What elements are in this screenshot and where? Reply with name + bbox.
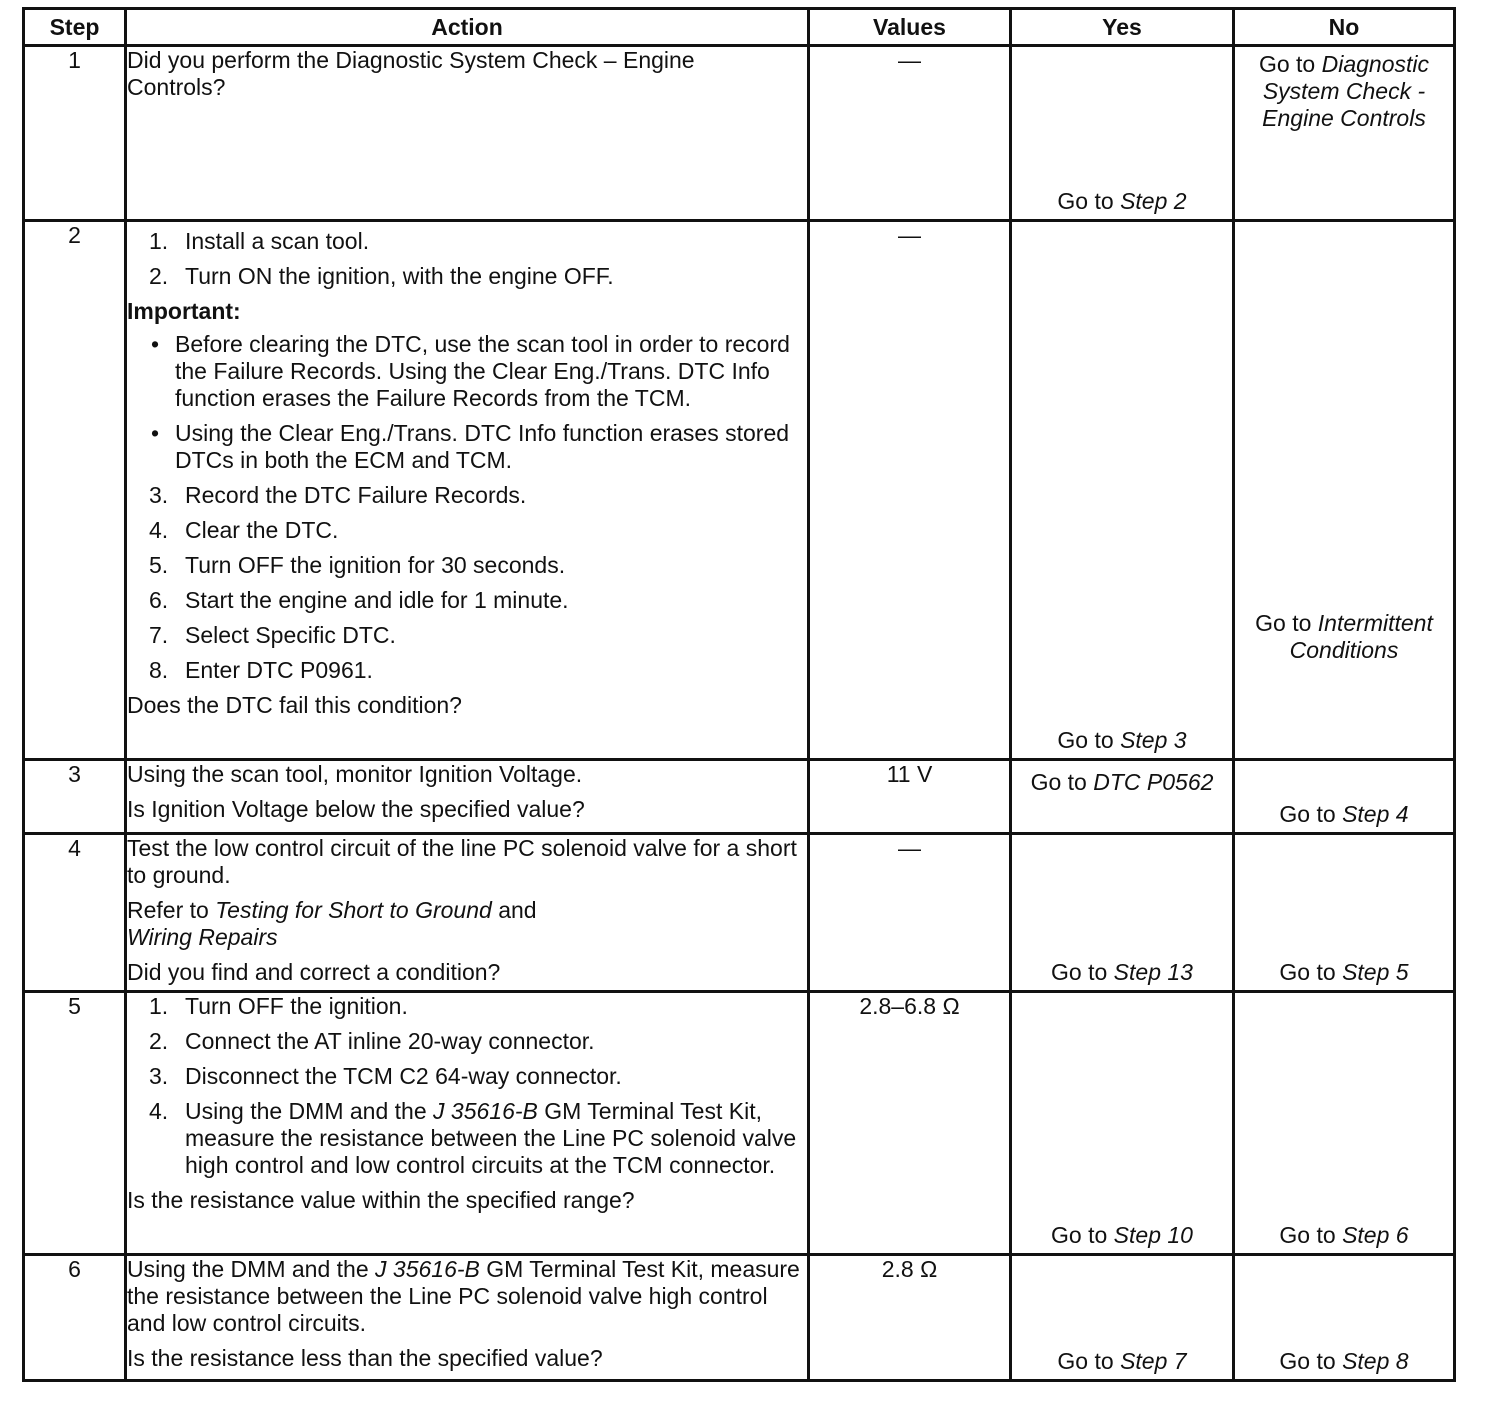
yes-link[interactable]: Step 13 xyxy=(1113,959,1193,985)
action-line: Test the low control circuit of the line PC solenoid valve for a short to ground. xyxy=(127,835,797,888)
list-item: 4. Using the DMM and the J 35616-B GM Terminal Test Kit, measure the resistance between the Line PC solenoid valve high control and low control circuits at the TCM connector. xyxy=(149,1098,797,1178)
list-item: • Before clearing the DTC, use the scan tool in order to record the Failure Records. Using the Clear Eng./Trans. DTC Info function erases the Failure Records from the TCM. xyxy=(151,331,790,411)
header-row xyxy=(24,9,1455,46)
yes-cell xyxy=(1011,46,1234,221)
table-row xyxy=(24,1255,1455,1381)
yes-prefix: Go to xyxy=(1057,188,1121,214)
action-cell xyxy=(126,46,809,221)
refer-link-short-to-ground[interactable]: Testing for Short to Ground xyxy=(215,897,492,923)
step-number: 4 xyxy=(24,834,126,992)
header-no: No xyxy=(1234,9,1455,46)
no-cell xyxy=(1234,46,1455,221)
tool-ref: J 35616-B xyxy=(375,1256,480,1282)
list-item: 2. Turn ON the ignition, with the engine OFF. xyxy=(149,263,614,289)
no-link[interactable]: Intermittent Conditions xyxy=(1289,610,1433,663)
no-prefix: Go to xyxy=(1279,801,1343,827)
header-yes: Yes xyxy=(1011,9,1234,46)
no-link[interactable]: Step 8 xyxy=(1342,1348,1409,1374)
yes-cell xyxy=(1011,221,1234,760)
yes-cell xyxy=(1011,834,1234,992)
value-cell: 11 V xyxy=(809,760,1011,834)
diagnostic-table xyxy=(22,7,1456,1382)
action-line: Using the scan tool, monitor Ignition Voltage. xyxy=(127,761,583,787)
no-link[interactable]: Step 4 xyxy=(1342,801,1409,827)
no-link[interactable]: Step 5 xyxy=(1342,959,1409,985)
table-row xyxy=(24,760,1455,834)
no-prefix: Go to xyxy=(1279,1222,1343,1248)
table-row xyxy=(24,46,1455,221)
action-question: Did you perform the Diagnostic System Check – Engine Controls? xyxy=(127,47,695,100)
tool-ref: J 35616-B xyxy=(433,1098,538,1124)
no-link[interactable]: Diagnostic System Check - Engine Controls xyxy=(1262,51,1430,131)
action-question: Is the resistance less than the specified value? xyxy=(127,1345,603,1371)
yes-cell xyxy=(1011,1255,1234,1381)
yes-link[interactable]: Step 3 xyxy=(1120,727,1187,753)
header-values: Values xyxy=(809,9,1011,46)
list-item: 6. Start the engine and idle for 1 minute. xyxy=(149,587,569,613)
no-prefix: Go to xyxy=(1279,1348,1343,1374)
no-cell xyxy=(1234,221,1455,760)
value-cell: — xyxy=(809,221,1011,760)
no-cell xyxy=(1234,1255,1455,1381)
yes-prefix: Go to xyxy=(1030,769,1094,795)
value-cell: — xyxy=(809,834,1011,992)
action-steps-a xyxy=(127,228,807,290)
refer-line: Refer to Testing for Short to Ground and Wiring Repairs xyxy=(127,897,537,950)
refer-link-wiring-repairs[interactable]: Wiring Repairs xyxy=(127,924,278,950)
action-cell xyxy=(126,834,809,992)
yes-cell xyxy=(1011,992,1234,1255)
list-item: 1. Install a scan tool. xyxy=(149,228,370,254)
table-row xyxy=(24,834,1455,992)
list-item: 7. Select Specific DTC. xyxy=(149,622,396,648)
yes-prefix: Go to xyxy=(1051,959,1114,985)
step-number: 3 xyxy=(24,760,126,834)
step-number: 1 xyxy=(24,46,126,221)
action-line: Using the DMM and the J 35616-B GM Terminal Test Kit, measure the resistance between the Line PC solenoid valve high control and low control circuits. xyxy=(127,1256,800,1336)
action-steps-b xyxy=(127,482,807,684)
value-cell: — xyxy=(809,46,1011,221)
no-prefix: Go to xyxy=(1255,610,1318,636)
no-prefix: Go to xyxy=(1258,51,1322,77)
list-item: 3. Disconnect the TCM C2 64-way connector. xyxy=(149,1063,622,1089)
action-question: Did you find and correct a condition? xyxy=(127,959,501,985)
no-cell xyxy=(1234,760,1455,834)
header-step: Step xyxy=(24,9,126,46)
no-prefix: Go to xyxy=(1279,959,1343,985)
important-bullets xyxy=(127,331,807,474)
yes-cell xyxy=(1011,760,1234,834)
important-label: Important: xyxy=(127,298,241,324)
list-item: 1. Turn OFF the ignition. xyxy=(149,993,408,1019)
step-number: 5 xyxy=(24,992,126,1255)
yes-link[interactable]: DTC P0562 xyxy=(1093,769,1214,795)
action-cell xyxy=(126,221,809,760)
action-steps xyxy=(127,993,807,1179)
no-cell xyxy=(1234,834,1455,992)
action-cell xyxy=(126,760,809,834)
no-cell xyxy=(1234,992,1455,1255)
value-cell: 2.8–6.8 Ω xyxy=(809,992,1011,1255)
value-cell: 2.8 Ω xyxy=(809,1255,1011,1381)
header-action: Action xyxy=(126,9,809,46)
yes-prefix: Go to xyxy=(1057,1348,1121,1374)
table-row xyxy=(24,221,1455,760)
list-item: 5. Turn OFF the ignition for 30 seconds. xyxy=(149,552,566,578)
step-number: 6 xyxy=(24,1255,126,1381)
action-cell xyxy=(126,1255,809,1381)
list-item: • Using the Clear Eng./Trans. DTC Info function erases stored DTCs in both the ECM and TCM. xyxy=(151,420,790,473)
action-question: Is the resistance value within the specified range? xyxy=(127,1187,635,1213)
yes-link[interactable]: Step 2 xyxy=(1120,188,1187,214)
list-item: 3. Record the DTC Failure Records. xyxy=(149,482,527,508)
yes-link[interactable]: Step 7 xyxy=(1120,1348,1187,1374)
yes-prefix: Go to xyxy=(1051,1222,1114,1248)
no-link[interactable]: Step 6 xyxy=(1342,1222,1409,1248)
action-question: Is Ignition Voltage below the specified value? xyxy=(127,796,585,822)
list-item: 2. Connect the AT inline 20-way connector. xyxy=(149,1028,595,1054)
table-row xyxy=(24,992,1455,1255)
step-number: 2 xyxy=(24,221,126,760)
yes-link[interactable]: Step 10 xyxy=(1113,1222,1193,1248)
action-question: Does the DTC fail this condition? xyxy=(127,692,462,718)
list-item: 8. Enter DTC P0961. xyxy=(149,657,373,683)
yes-prefix: Go to xyxy=(1057,727,1121,753)
list-item: 4. Clear the DTC. xyxy=(149,517,339,543)
action-cell xyxy=(126,992,809,1255)
